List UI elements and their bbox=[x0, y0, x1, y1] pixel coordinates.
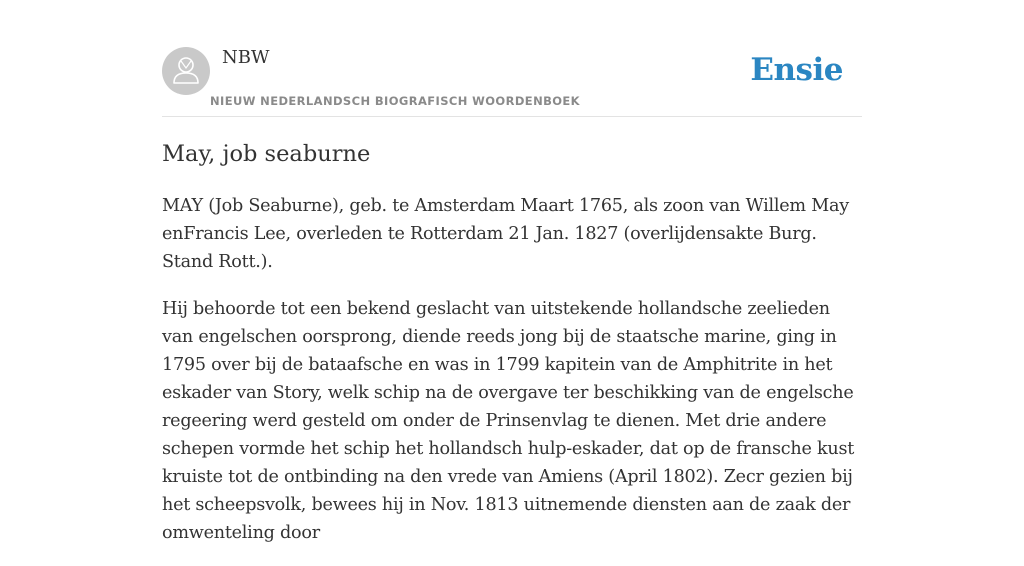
article-paragraph: Hij behoorde tot een bekend geslacht van uitstekende hollandsche zeelieden van engelschen oorsprong, diende reeds jong bij de staatsche marine, ging in 1795 over bij de bataafsche en was in 1799 kapitein van de Amphitrite in het eskader van Story, welk schip na de overgave ter beschikking van de engelsche regeering werd gesteld om onder de Prinsenvlag te dienen. Met drie andere schepen vormde het schip het hollandsch hulp-eskader, dat op de fransche kust kruiste tot de ontbinding na den vrede van Amiens (April 1802). Zecr gezien bij het scheepsvolk, bewees hij in Nov. 1813 uitnemende diensten aan de zaak der omwenteling door bbox=[162, 299, 855, 543]
article-title: May, job seaburne bbox=[162, 141, 371, 167]
author-avatar[interactable] bbox=[162, 47, 210, 95]
user-silhouette-icon bbox=[162, 47, 210, 95]
article-body bbox=[162, 192, 866, 566]
author-name[interactable]: NBW bbox=[222, 47, 270, 68]
author-subtitle: NIEUW NEDERLANDSCH BIOGRAFISCH WOORDENBOEK bbox=[210, 94, 580, 108]
article-container bbox=[162, 0, 862, 543]
article-paragraph: MAY (Job Seaburne), geb. te Amsterdam Maart 1765, als zoon van Willem May enFrancis Lee, overleden te Rotterdam 21 Jan. 1827 (overlijdensakte Burg. Stand Rott.). bbox=[162, 196, 849, 272]
ensie-logo[interactable]: Ensie bbox=[750, 52, 843, 88]
author-header bbox=[162, 0, 862, 117]
